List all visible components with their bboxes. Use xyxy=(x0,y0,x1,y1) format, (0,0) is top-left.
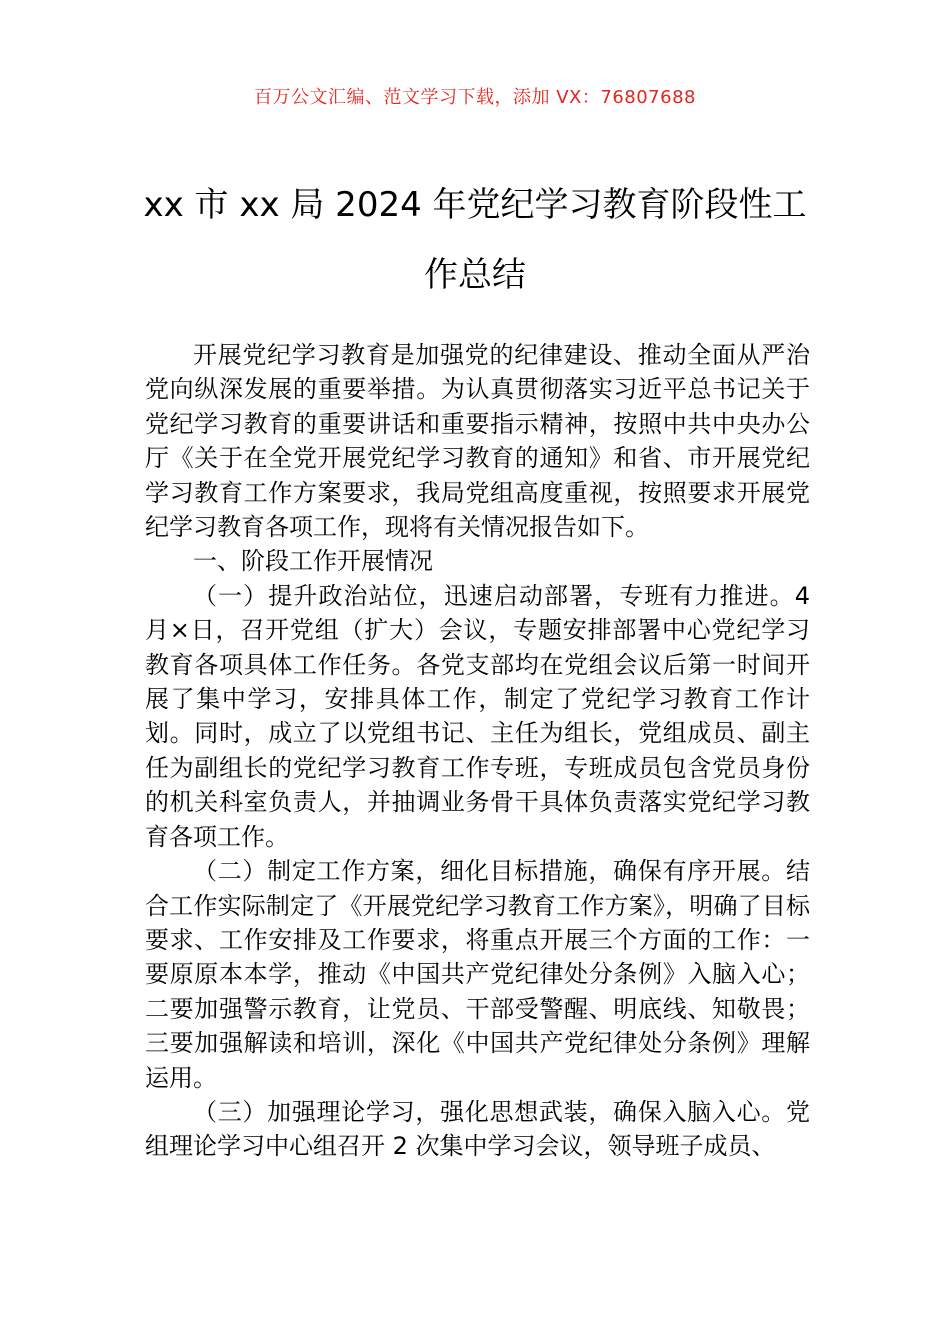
watermark-text: 百万公文汇编、范文学习下载，添加 VX：76807688 xyxy=(254,87,696,108)
document-body xyxy=(145,338,810,1164)
paragraph-item-2: （二）制定工作方案，细化目标措施，确保有序开展。结合工作实际制定了《开展党纪学习教育工作方案》，明确了目标要求、工作安排及工作要求，将重点开展三个方面的工作：一要原原本本学，推动《中国共产党纪律处分条例》入脑入心；二要加强警示教育，让党员、干部受警醒、明底线、知敬畏；三要加强解读和培训，深化《中国共产党纪律处分条例》理解运用。 xyxy=(145,857,810,1092)
paragraph-item-3: （三）加强理论学习，强化思想武装，确保入脑入心。党组理论学习中心组召开 2 次集中学习会议，领导班子成员、 xyxy=(145,1097,810,1161)
paragraph-intro: 开展党纪学习教育是加强党的纪律建设、推动全面从严治党向纵深发展的重要举措。为认真贯彻落实习近平总书记关于党纪学习教育的重要讲话和重要指示精神，按照中共中央办公厅《关于在全党开展党纪学习教育的通知》和省、市开展党纪学习教育工作方案要求，我局党组高度重视，按照要求开展党纪学习教育各项工作，现将有关情况报告如下。 xyxy=(145,341,810,542)
paragraph-item-1: （一）提升政治站位，迅速启动部署，专班有力推进。4 月×日，召开党组（扩大）会议，专题安排部署中心党纪学习教育各项具体工作任务。各党支部均在党组会议后第一时间开展了集中学习，安排具体工作，制定了党纪学习教育工作计划。同时，成立了以党组书记、主任为组长，党组成员、副主任为副组长的党纪学习教育工作专班，专班成员包含党员身份的机关科室负责人，并抽调业务骨干具体负责落实党纪学习教育各项工作。 xyxy=(145,581,810,851)
document-title: xx 市 xx 局 2024 年党纪学习教育阶段性工作总结 xyxy=(143,185,807,295)
section-heading-1: 一、阶段工作开展情况 xyxy=(193,547,433,576)
